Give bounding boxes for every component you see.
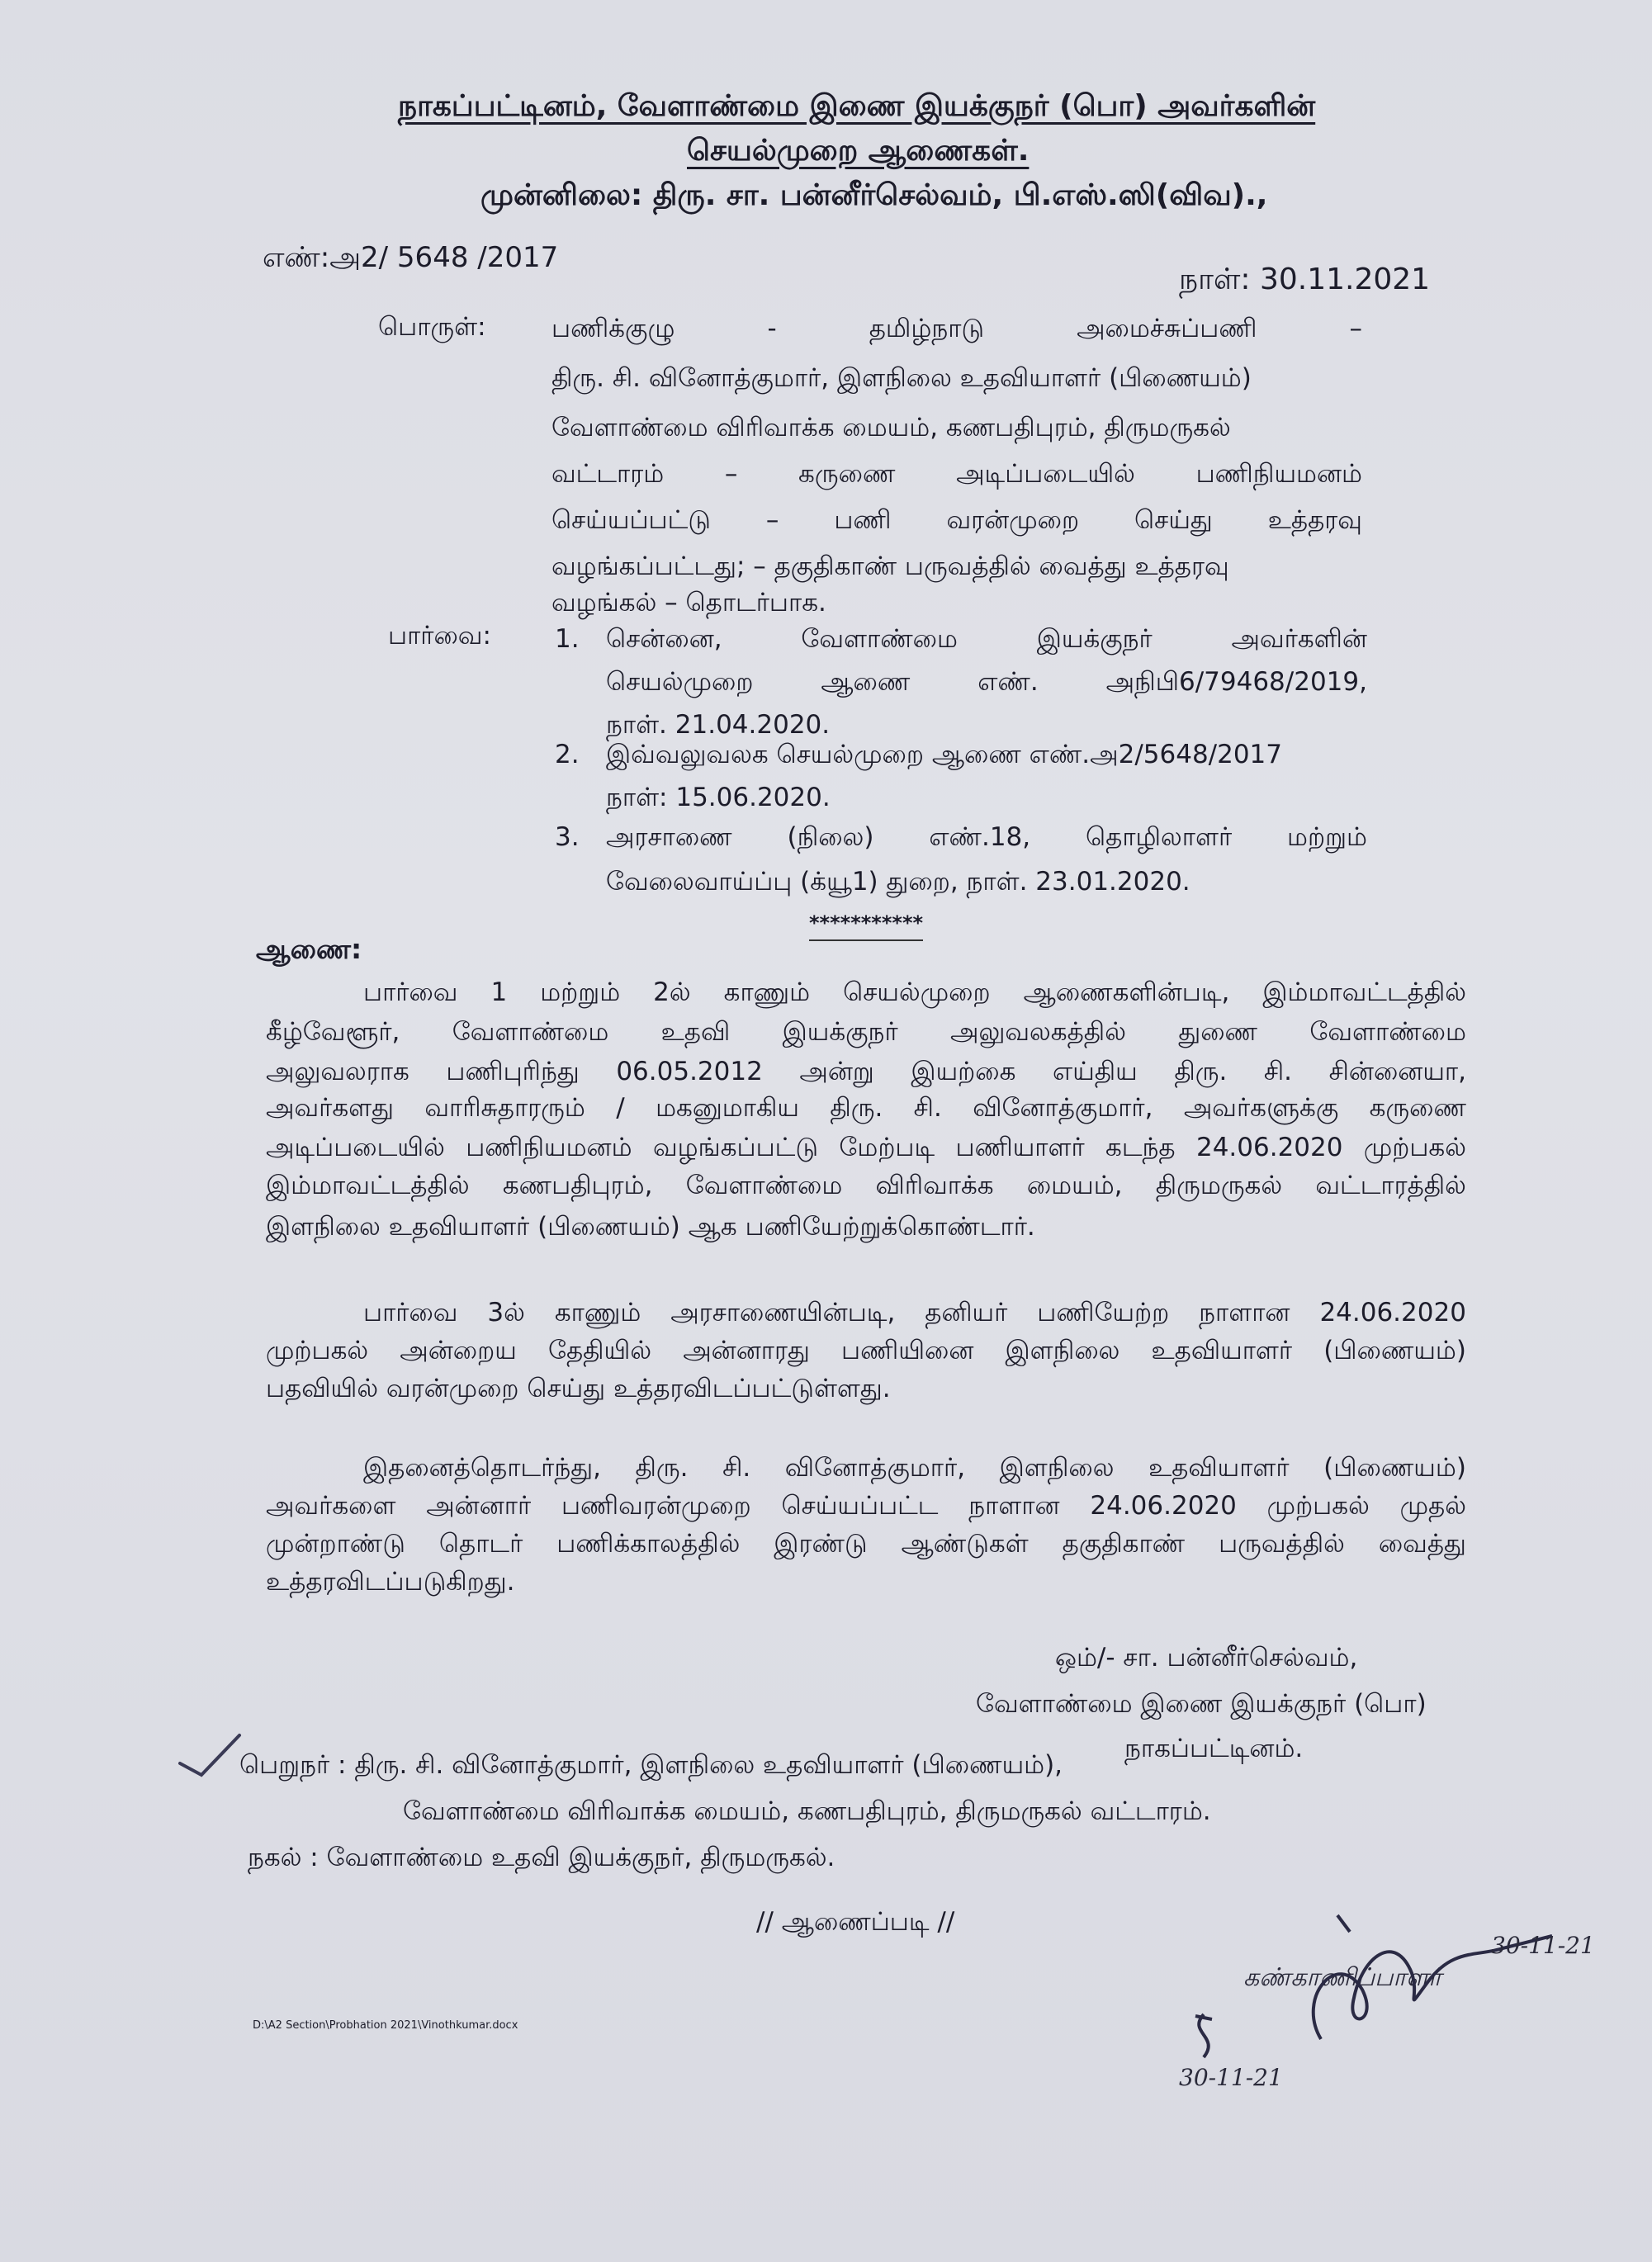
word: வேளாண்மை bbox=[452, 1017, 609, 1047]
word: எண். bbox=[977, 667, 1039, 697]
word: 3ல் bbox=[487, 1298, 525, 1327]
word: – bbox=[765, 505, 779, 535]
word: (நிலை) bbox=[787, 822, 874, 852]
signature-scribble-icon bbox=[1288, 1899, 1585, 2056]
word: உத்தரவு bbox=[1267, 505, 1362, 535]
word: 06.05.2012 bbox=[616, 1057, 763, 1086]
subject-line: திரு. சி. வினோத்குமார், இளநிலை உதவியாளர் (பிணையம்) bbox=[551, 363, 1252, 393]
order-para2-line bbox=[266, 1336, 1466, 1369]
order-para1-line: இளநிலை உதவியாளர் (பிணையம்) ஆக பணியேற்றுக்கொண்டார். bbox=[266, 1212, 1035, 1242]
word: இம்மாவட்டத்தில் bbox=[1262, 977, 1466, 1007]
order-para2-line: பதவியில் வரன்முறை செய்து உத்தரவிடப்பட்டுள்ளது. bbox=[266, 1374, 891, 1403]
word: அலுவலராக bbox=[266, 1057, 409, 1086]
word: செய்து bbox=[1134, 505, 1213, 535]
word: திருமருகல் bbox=[1155, 1171, 1283, 1200]
word: ஆணைகளின்படி, bbox=[1023, 977, 1230, 1007]
order-para1-line bbox=[363, 977, 1466, 1010]
word: உதவியாளர் bbox=[1148, 1453, 1290, 1483]
reference-number: எண்:அ2/ 5648 /2017 bbox=[263, 241, 559, 274]
word: பருவத்தில் bbox=[1219, 1529, 1345, 1559]
word: தனியர் bbox=[925, 1298, 1008, 1327]
word: மற்றும் bbox=[540, 977, 621, 1007]
order-date: நாள்: 30.11.2021 bbox=[1179, 263, 1431, 296]
word: ஆணை bbox=[821, 667, 911, 697]
reference-number-3: 3. bbox=[555, 822, 580, 852]
word: கடந்த bbox=[1105, 1133, 1176, 1162]
word: காணும் bbox=[554, 1298, 641, 1327]
header-line-3: முன்னிலை: திரு. சா. பன்னீர்செல்வம், பி.எஸ்.ஸி(விவ)., bbox=[480, 178, 1268, 212]
word: இளநிலை bbox=[999, 1453, 1115, 1483]
order-para3-line bbox=[266, 1529, 1466, 1562]
word: தகுதிகாண் bbox=[1062, 1529, 1186, 1559]
word: சி. bbox=[913, 1093, 942, 1123]
word: அன்றைய bbox=[400, 1336, 517, 1365]
word: கருணை bbox=[798, 459, 896, 489]
reference-line: வேலைவாய்ப்பு (க்யூ1) துறை, நாள். 23.01.2020. bbox=[606, 867, 1190, 897]
reference-number-1: 1. bbox=[555, 624, 580, 654]
word: திரு. bbox=[830, 1093, 883, 1123]
word: - bbox=[767, 314, 777, 343]
order-para2-line bbox=[363, 1298, 1466, 1331]
handwritten-date-1: 30-11-21 bbox=[1491, 1932, 1595, 1959]
subject-line bbox=[551, 459, 1362, 492]
word: செய்யப்பட்ட bbox=[781, 1491, 939, 1521]
order-label: ஆணை: bbox=[256, 933, 362, 965]
word: தேதியில் bbox=[547, 1336, 652, 1365]
separator-stars: *********** bbox=[809, 911, 923, 941]
word: பணியேற்ற bbox=[1037, 1298, 1170, 1327]
word: அன்னார் bbox=[426, 1491, 532, 1521]
word: எண்.18, bbox=[929, 822, 1031, 852]
word: வினோத்குமார், bbox=[784, 1453, 966, 1483]
word: தமிழ்நாடு bbox=[869, 314, 985, 343]
subject-line: வழங்கல் – தொடர்பாக. bbox=[551, 588, 826, 618]
reference-line: நாள்: 15.06.2020. bbox=[606, 783, 831, 812]
signatory-designation: வேளாண்மை இணை இயக்குநர் (பொ) bbox=[976, 1689, 1427, 1719]
word: மற்றும் bbox=[1287, 822, 1367, 852]
word: இரண்டு bbox=[774, 1529, 868, 1559]
word: வரன்முறை bbox=[946, 505, 1080, 535]
word: இயற்கை bbox=[911, 1057, 1016, 1086]
word: (பிணையம்) bbox=[1323, 1336, 1466, 1365]
subject-line: வேளாண்மை விரிவாக்க மையம், கணபதிபுரம், திருமருகல் bbox=[551, 413, 1231, 442]
word: தொடர் bbox=[438, 1529, 523, 1559]
word: பணிவரன்முறை bbox=[561, 1491, 751, 1521]
word: அமைச்சுப்பணி bbox=[1077, 314, 1257, 343]
word: மகனுமாகிய bbox=[656, 1093, 799, 1123]
signatory-place: நாகப்பட்டினம். bbox=[1124, 1734, 1304, 1763]
word: இம்மாவட்டத்தில் bbox=[266, 1171, 470, 1200]
word: திரு. bbox=[635, 1453, 689, 1483]
word: அவர்களுக்கு bbox=[1183, 1093, 1339, 1123]
word: உதவியாளர் bbox=[1151, 1336, 1293, 1365]
word: உதவி bbox=[660, 1017, 731, 1047]
reference-line bbox=[606, 624, 1367, 657]
word: முற்பகல் bbox=[266, 1336, 369, 1365]
order-para1-line bbox=[266, 1171, 1466, 1204]
word: அரசாணை bbox=[606, 822, 732, 852]
recipient-line-1: பெறுநர் : திரு. சி. வினோத்குமார், இளநிலை உதவியாளர் (பிணையம்), bbox=[239, 1750, 1063, 1780]
word: பணிநியமனம் bbox=[1195, 459, 1362, 489]
word: அடிப்படையில் bbox=[266, 1133, 445, 1162]
word: அவர்களை bbox=[266, 1491, 396, 1521]
word: முதல் bbox=[1399, 1491, 1466, 1521]
reference-line: இவ்வலுவலக செயல்முறை ஆணை எண்.அ2/5648/2017 bbox=[606, 740, 1283, 769]
word: சி. bbox=[1263, 1057, 1293, 1086]
header-line-2: செயல்முறை ஆணைகள். bbox=[687, 134, 1030, 168]
word: நாளான bbox=[1199, 1298, 1290, 1327]
word: – bbox=[724, 459, 738, 489]
word: நாளான bbox=[968, 1491, 1060, 1521]
word: வேளாண்மை bbox=[1309, 1017, 1466, 1047]
word: பணிபுரிந்து bbox=[446, 1057, 580, 1086]
word: இயக்குநர் bbox=[782, 1017, 898, 1047]
word: வட்டாரம் bbox=[551, 459, 665, 489]
word: மையம், bbox=[1026, 1171, 1123, 1200]
word: 1 bbox=[490, 977, 508, 1007]
word: ஆண்டுகள் bbox=[901, 1529, 1029, 1559]
word: கருணை bbox=[1369, 1093, 1466, 1123]
word: அன்னாரது bbox=[683, 1336, 810, 1365]
word: பார்வை bbox=[363, 977, 458, 1007]
word: 2ல் bbox=[653, 977, 691, 1007]
tick-mark-icon bbox=[177, 1732, 243, 1782]
word: அநிபி6/79468/2019, bbox=[1105, 667, 1367, 697]
word: (பிணையம்) bbox=[1323, 1453, 1466, 1483]
word: அரசாணையின்படி, bbox=[670, 1298, 896, 1327]
word: மேற்படி bbox=[839, 1133, 935, 1162]
word: வினோத்குமார், bbox=[973, 1093, 1153, 1123]
subject-label: பொருள்: bbox=[378, 312, 486, 342]
word: வேளாண்மை bbox=[685, 1171, 843, 1200]
word: 24.06.2020 bbox=[1319, 1298, 1466, 1327]
reference-line bbox=[606, 822, 1367, 855]
word: பணி bbox=[834, 505, 892, 535]
word: திரு. bbox=[1174, 1057, 1228, 1086]
order-para1-line bbox=[266, 1133, 1466, 1166]
word: முன்றாண்டு bbox=[266, 1529, 405, 1559]
handwritten-superintendent: கண்காணிப்பாளர் bbox=[1243, 1963, 1441, 1992]
subject-line bbox=[551, 505, 1362, 538]
word: அவர்களது bbox=[266, 1093, 394, 1123]
word: சென்னை, bbox=[606, 624, 722, 654]
word: / bbox=[616, 1093, 625, 1123]
word: முற்பகல் bbox=[1363, 1133, 1466, 1162]
word: தொழிலாளர் bbox=[1086, 822, 1233, 852]
order-para3-line bbox=[266, 1491, 1466, 1524]
word: வேளாண்மை bbox=[801, 624, 958, 654]
word: பணியினை bbox=[841, 1336, 974, 1365]
subject-line: வழங்கப்பட்டது; – தகுதிகாண் பருவத்தில் வைத்து உத்தரவு bbox=[551, 551, 1229, 581]
word: அடிப்படையில் bbox=[956, 459, 1135, 489]
order-para3-line bbox=[363, 1453, 1466, 1486]
order-para1-line bbox=[266, 1093, 1466, 1126]
subject-line bbox=[551, 314, 1362, 347]
word: வழங்கப்பட்டு bbox=[652, 1133, 819, 1162]
word: அவர்களின் bbox=[1231, 624, 1367, 654]
word: பணிக்குழு bbox=[551, 314, 675, 343]
references-label: பார்வை: bbox=[388, 621, 491, 651]
word: அன்று bbox=[799, 1057, 874, 1086]
word: பார்வை bbox=[363, 1298, 458, 1327]
word: சின்னையா, bbox=[1328, 1057, 1466, 1086]
word: வைத்து bbox=[1378, 1529, 1466, 1559]
word: 24.06.2020 bbox=[1090, 1491, 1237, 1521]
word: வாரிசுதாரரும் bbox=[424, 1093, 585, 1123]
word: இதனைத்தொடர்ந்து, bbox=[363, 1453, 601, 1483]
header-line-1: நாகப்பட்டினம், வேளாண்மை இணை இயக்குநர் (பொ) அவர்களின் bbox=[398, 89, 1316, 123]
word: அலுவலகத்தில் bbox=[950, 1017, 1126, 1047]
word: பணியாளர் bbox=[955, 1133, 1085, 1162]
word: எய்திய bbox=[1053, 1057, 1138, 1086]
reference-line: நாள். 21.04.2020. bbox=[606, 710, 831, 740]
copy-to: நகல் : வேளாண்மை உதவி இயக்குநர், திருமருகல். bbox=[248, 1843, 835, 1872]
word: சி. bbox=[722, 1453, 751, 1483]
word: வட்டாரத்தில் bbox=[1315, 1171, 1466, 1200]
word: முற்பகல் bbox=[1266, 1491, 1370, 1521]
word: 24.06.2020 bbox=[1195, 1133, 1343, 1162]
initial-scribble-icon bbox=[1179, 2008, 1228, 2066]
word: துணை bbox=[1178, 1017, 1257, 1047]
word: செய்யப்பட்டு bbox=[551, 505, 711, 535]
word: விரிவாக்க bbox=[875, 1171, 994, 1200]
word: செயல்முறை bbox=[606, 667, 754, 697]
reference-number-2: 2. bbox=[555, 740, 580, 769]
reference-line bbox=[606, 667, 1367, 700]
signatory-name: ஒம்/- சா. பன்னீர்செல்வம், bbox=[1055, 1643, 1358, 1673]
word: இளநிலை bbox=[1005, 1336, 1120, 1365]
by-order: // ஆணைப்படி // bbox=[756, 1907, 955, 1937]
word: பணிநியமனம் bbox=[466, 1133, 632, 1162]
word: பணிக்காலத்தில் bbox=[556, 1529, 741, 1559]
word: இயக்குநர் bbox=[1036, 624, 1153, 654]
handwritten-date-2: 30-11-21 bbox=[1179, 2064, 1283, 2091]
word: காணும் bbox=[723, 977, 811, 1007]
recipient-line-2: வேளாண்மை விரிவாக்க மையம், கணபதிபுரம், திருமருகல் வட்டாரம். bbox=[403, 1796, 1211, 1826]
order-para1-line bbox=[266, 1057, 1466, 1090]
word: கீழ்வேளூர், bbox=[266, 1017, 400, 1047]
order-para1-line bbox=[266, 1017, 1466, 1050]
order-para3-line: உத்தரவிடப்படுகிறது. bbox=[266, 1567, 515, 1597]
word: கணபதிபுரம், bbox=[502, 1171, 653, 1200]
file-path: D:\A2 Section\Probhation 2021\Vinothkumar.docx bbox=[253, 2019, 518, 2032]
word: – bbox=[1349, 314, 1362, 343]
word: செயல்முறை bbox=[843, 977, 991, 1007]
